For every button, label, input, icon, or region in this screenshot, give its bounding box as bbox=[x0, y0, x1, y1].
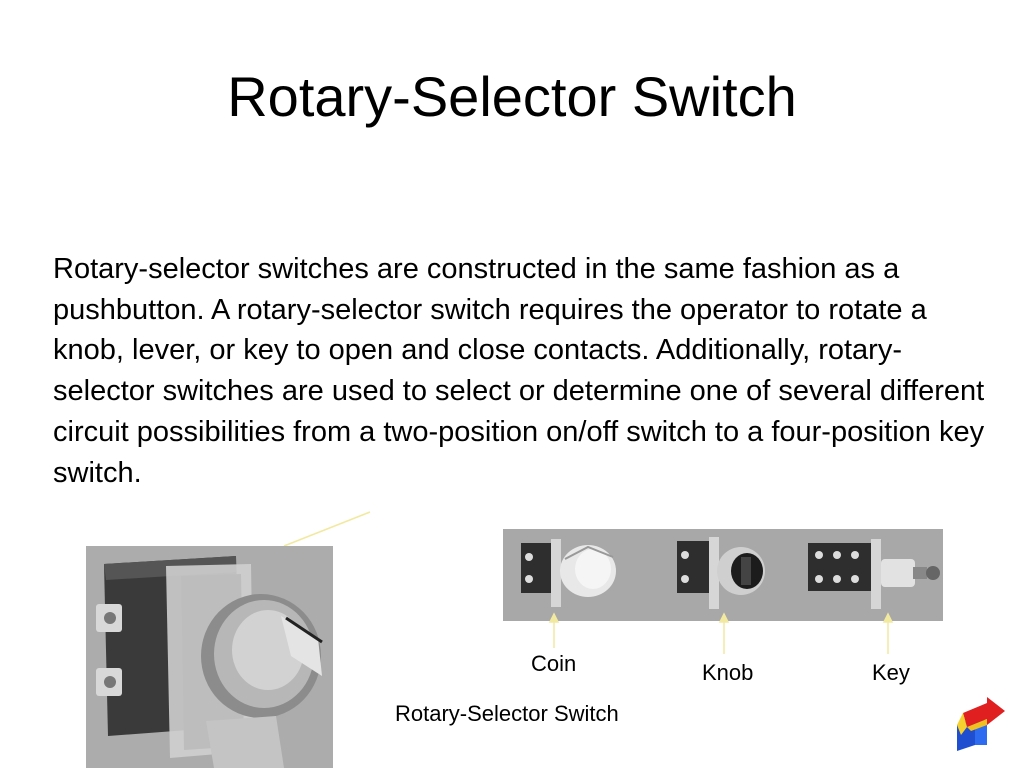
label-arrows bbox=[540, 612, 940, 662]
label-coin: Coin bbox=[531, 651, 577, 676]
label-key: Key bbox=[872, 660, 910, 685]
3d-arrow-logo-icon bbox=[953, 695, 1005, 751]
rotary-switch-photo bbox=[86, 546, 333, 768]
pointer-line bbox=[280, 508, 375, 550]
switch-variants-photo bbox=[503, 529, 943, 621]
figure-caption: Rotary-Selector Switch bbox=[395, 701, 619, 726]
label-knob: Knob bbox=[702, 660, 754, 685]
slide-title: Rotary-Selector Switch bbox=[227, 65, 797, 128]
body-paragraph: Rotary-selector switches are constructed in the same fashion as a pushbutton. A rotary-selector switch requires the operator to rotate a knob, lever, or key to open and close contacts. Additionally, rotary-selector switches are used to select or determine one of several different circuit possibilities from a two-position on/off switch to a four-position key switch. bbox=[53, 253, 985, 489]
